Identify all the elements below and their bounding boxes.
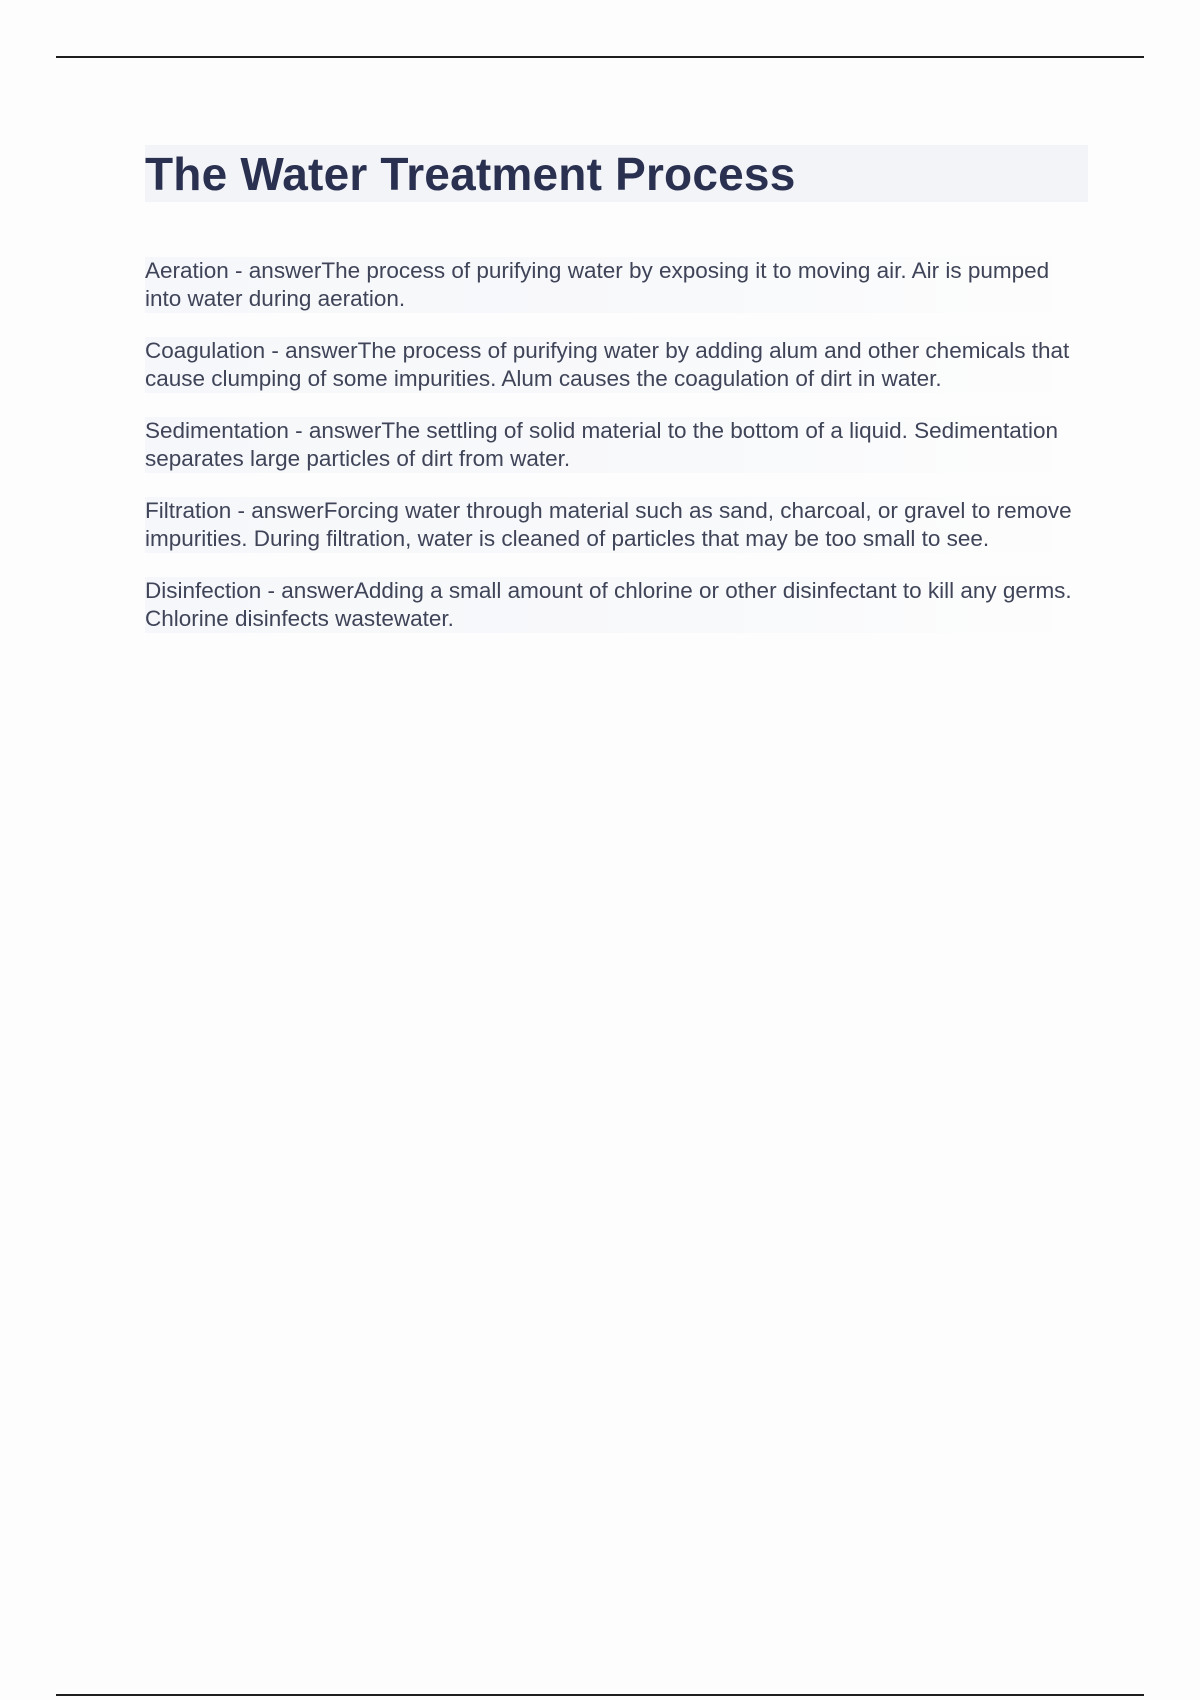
entry-sedimentation: Sedimentation - answerThe settling of solid material to the bottom of a liquid. Sedimentation separates large particles of dirt from water. bbox=[145, 417, 1088, 473]
header-rule bbox=[56, 56, 1144, 58]
entry-filtration: Filtration - answerForcing water through material such as sand, charcoal, or gravel to remove impurities. During filtration, water is cleaned of particles that may be too small to see. bbox=[145, 497, 1088, 553]
title-bar bbox=[145, 145, 1088, 202]
footer-rule bbox=[56, 1694, 1144, 1696]
entry-disinfection: Disinfection - answerAdding a small amount of chlorine or other disinfectant to kill any germs. Chlorine disinfects wastewater. bbox=[145, 577, 1088, 633]
entry-aeration: Aeration - answerThe process of purifying water by exposing it to moving air. Air is pumped into water during aeration. bbox=[145, 257, 1088, 313]
entry-coagulation: Coagulation - answerThe process of purifying water by adding alum and other chemicals that cause clumping of some impurities. Alum causes the coagulation of dirt in water. bbox=[145, 337, 1088, 393]
entry-list bbox=[145, 257, 1088, 633]
document-body bbox=[145, 145, 1088, 657]
page-title: The Water Treatment Process bbox=[145, 148, 796, 200]
